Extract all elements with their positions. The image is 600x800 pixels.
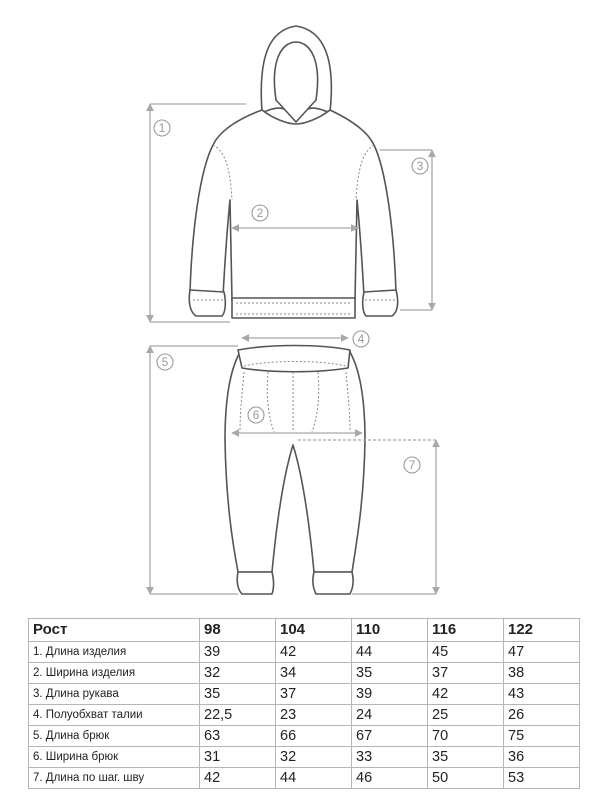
row-value: 75: [504, 726, 580, 747]
row-value: 42: [428, 684, 504, 705]
row-value: 66: [276, 726, 352, 747]
row-label: 5. Длина брюк: [29, 726, 200, 747]
row-value: 39: [352, 684, 428, 705]
row-value: 36: [504, 747, 580, 768]
svg-text:5: 5: [161, 355, 169, 369]
row-value: 70: [428, 726, 504, 747]
table-row: [29, 768, 580, 789]
row-value: 33: [352, 747, 428, 768]
row-value: 44: [276, 768, 352, 789]
size-table: [28, 618, 580, 789]
row-value: 22,5: [200, 705, 276, 726]
row-value: 63: [200, 726, 276, 747]
table-row: [29, 747, 580, 768]
row-value: 43: [504, 684, 580, 705]
row-value: 24: [352, 705, 428, 726]
marker-2: [252, 205, 268, 221]
row-value: 23: [276, 705, 352, 726]
marker-7: [404, 457, 420, 473]
row-value: 32: [276, 747, 352, 768]
row-label: 7. Длина по шаг. шву: [29, 768, 200, 789]
svg-text:2: 2: [256, 206, 264, 220]
marker-4: [353, 331, 369, 347]
header-size-116: 116: [428, 619, 504, 642]
table-row: [29, 663, 580, 684]
table-row: [29, 684, 580, 705]
header-size-98: 98: [200, 619, 276, 642]
row-label: 6. Ширина брюк: [29, 747, 200, 768]
header-height: Рост: [29, 619, 200, 642]
table-header-row: [29, 619, 580, 642]
marker-3: [412, 158, 428, 174]
row-value: 42: [276, 642, 352, 663]
marker-1: [154, 120, 170, 136]
row-value: 45: [428, 642, 504, 663]
row-value: 38: [504, 663, 580, 684]
row-value: 67: [352, 726, 428, 747]
header-size-104: 104: [276, 619, 352, 642]
row-value: 50: [428, 768, 504, 789]
row-value: 37: [428, 663, 504, 684]
table-row: [29, 726, 580, 747]
table-row: [29, 642, 580, 663]
row-value: 35: [200, 684, 276, 705]
row-value: 35: [428, 747, 504, 768]
row-label: 3. Длина рукава: [29, 684, 200, 705]
svg-text:7: 7: [408, 458, 416, 472]
row-value: 46: [352, 768, 428, 789]
row-value: 32: [200, 663, 276, 684]
row-value: 25: [428, 705, 504, 726]
svg-text:3: 3: [416, 159, 424, 173]
row-value: 35: [352, 663, 428, 684]
row-value: 53: [504, 768, 580, 789]
table-row: [29, 705, 580, 726]
svg-text:4: 4: [357, 332, 365, 346]
row-value: 26: [504, 705, 580, 726]
row-value: 37: [276, 684, 352, 705]
row-value: 44: [352, 642, 428, 663]
row-value: 39: [200, 642, 276, 663]
header-size-122: 122: [504, 619, 580, 642]
marker-5: [157, 354, 173, 370]
marker-6: [248, 407, 264, 423]
row-label: 2. Ширина изделия: [29, 663, 200, 684]
row-value: 47: [504, 642, 580, 663]
row-value: 34: [276, 663, 352, 684]
row-value: 42: [200, 768, 276, 789]
row-label: 4. Полуобхват талии: [29, 705, 200, 726]
svg-text:1: 1: [158, 121, 166, 135]
row-value: 31: [200, 747, 276, 768]
row-label: 1. Длина изделия: [29, 642, 200, 663]
svg-text:6: 6: [252, 408, 260, 422]
header-size-110: 110: [352, 619, 428, 642]
pants-drawing: [225, 346, 365, 595]
hoodie-drawing: [189, 26, 397, 318]
